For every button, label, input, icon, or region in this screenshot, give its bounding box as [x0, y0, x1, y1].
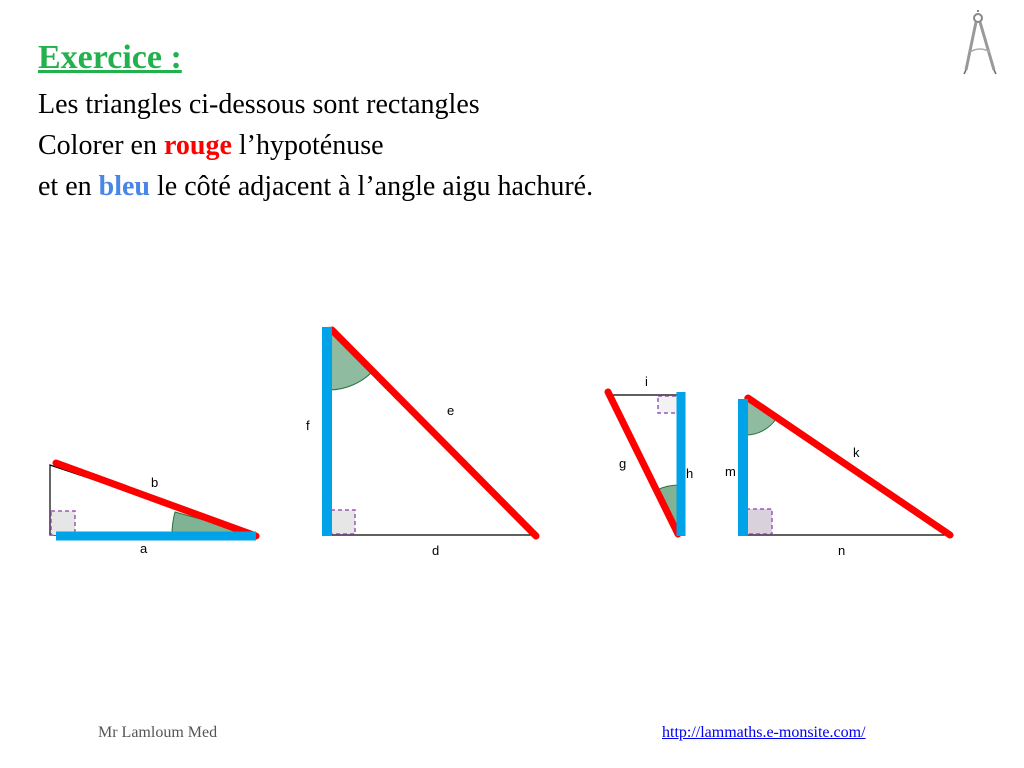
label-b: b — [151, 475, 159, 490]
label-d: d — [432, 543, 440, 558]
compass-icon — [958, 10, 1002, 76]
triangle-3-right-angle — [658, 396, 679, 413]
triangle-4-hypotenuse — [748, 398, 950, 535]
label-e: e — [447, 403, 455, 418]
triangle-1-right-angle — [51, 511, 75, 535]
triangle-1 — [50, 463, 258, 556]
instruction-line-3-end: le côté adjacent à l’angle aigu hachuré. — [150, 171, 594, 202]
footer-website-link[interactable]: http://lammaths.e-monsite.com/ — [662, 724, 866, 741]
label-m: m — [725, 464, 736, 479]
label-f: f — [306, 418, 310, 433]
triangle-3 — [608, 374, 693, 536]
triangle-2-right-angle — [331, 510, 355, 534]
triangle-2 — [306, 327, 536, 558]
label-n: n — [838, 543, 846, 558]
label-g: g — [619, 456, 627, 471]
triangle-4 — [725, 398, 952, 558]
label-i: i — [645, 374, 648, 389]
instruction-line-3 — [38, 167, 593, 207]
instruction-line-2-start: Colorer en — [38, 130, 164, 161]
exercise-title: Exercice : — [38, 39, 182, 76]
instruction-line-2 — [38, 126, 384, 166]
footer-author: Mr Lamloum Med — [98, 724, 218, 741]
triangle-1-hypotenuse — [56, 463, 256, 536]
instruction-line-2-end: l’hypoténuse — [231, 130, 384, 161]
triangle-2-hypotenuse — [332, 330, 536, 536]
label-h: h — [686, 466, 694, 481]
blue-keyword: bleu — [98, 171, 150, 202]
label-a: a — [140, 541, 148, 556]
instruction-line-3-start: et en — [38, 171, 99, 202]
triangles-figure — [0, 300, 1024, 600]
instruction-line-1: Les triangles ci-dessous sont rectangles — [38, 89, 480, 120]
red-keyword: rouge — [163, 130, 232, 161]
label-k: k — [853, 445, 860, 460]
triangle-4-right-angle — [746, 509, 772, 534]
